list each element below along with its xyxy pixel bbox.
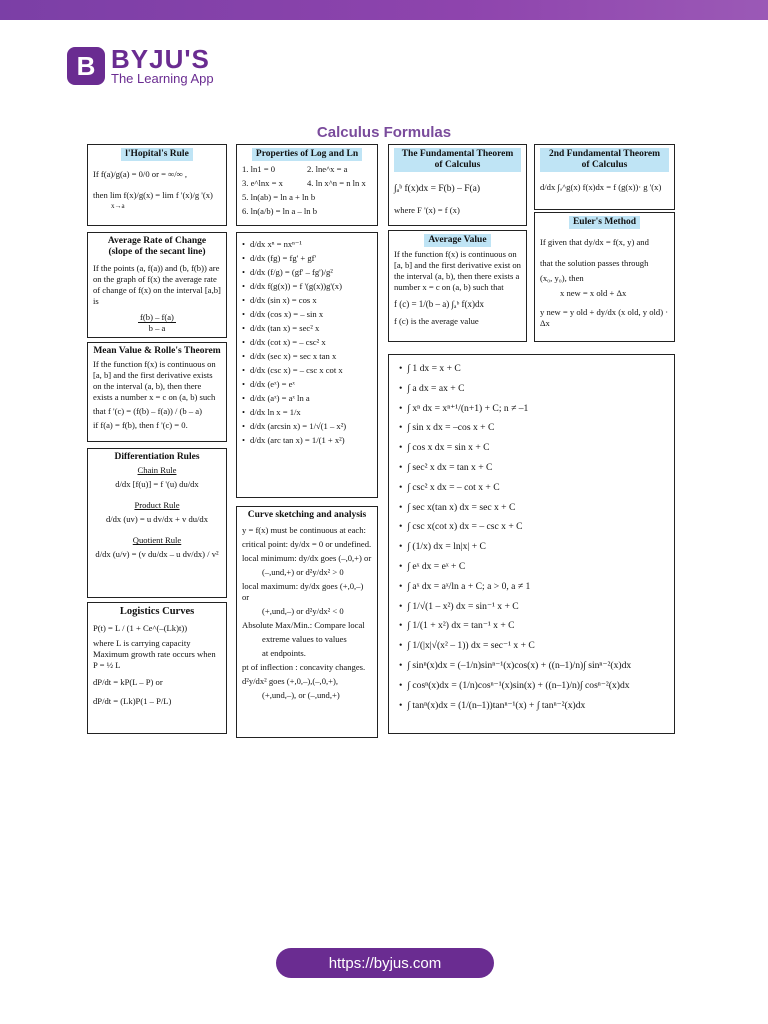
- integral-formula: • ∫ aˣ dx = aˣ/ln a + C; a > 0, a ≠ 1: [399, 578, 669, 596]
- euler-box: [534, 212, 675, 342]
- derivative-formula: • d/dx (eˣ) = eˣ: [242, 378, 372, 390]
- integral-formula: • ∫ a dx = ax + C: [399, 380, 669, 398]
- euler-line3: (x₀, y₀), then: [540, 273, 584, 283]
- derivative-formula: • d/dx (aˣ) = aˣ ln a: [242, 392, 372, 404]
- ftc2-title: 2nd Fundamental Theorem of Calculus: [540, 148, 669, 172]
- derivative-formula: • d/dx (sec x) = sec x tan x: [242, 350, 372, 362]
- avg-value-box: [388, 230, 527, 342]
- brand-mark: B: [67, 47, 105, 85]
- integral-formula: • ∫ 1/√(1 – x²) dx = sin⁻¹ x + C: [399, 598, 669, 616]
- lhopital-line2: then lim f(x)/g(x) = lim f '(x)/g '(x): [93, 190, 213, 200]
- log-rule: 1. ln1 = 0: [242, 164, 276, 174]
- integrals-box: [388, 354, 675, 734]
- derivative-list: [242, 238, 372, 446]
- curve-line: extreme values to values: [262, 634, 347, 644]
- product-rule-title: Product Rule: [134, 500, 180, 510]
- curve-line: Absolute Max/Min.: Compare local: [242, 620, 365, 630]
- page-title: Calculus Formulas: [316, 124, 452, 141]
- avg-rate-title: Average Rate of Change: [107, 236, 207, 246]
- mvt-box: [87, 342, 227, 442]
- derivative-formula: • d/dx (sin x) = cos x: [242, 294, 372, 306]
- top-accent-bar: [0, 0, 768, 20]
- avg-rate-subtitle: (slope of the secant line): [108, 247, 206, 257]
- ftc-where: where F '(x) = f (x): [394, 205, 460, 215]
- euler-line5: y new = y old + dy/dx (x old, y old) · Δx: [540, 307, 669, 328]
- derivative-formula: • d/dx (fg) = fg' + gf': [242, 252, 372, 264]
- lhopital-limit-sub: x→a: [111, 202, 125, 210]
- integral-formula: • ∫ 1 dx = x + C: [399, 360, 669, 378]
- integral-formula: • ∫ xⁿ dx = xⁿ⁺¹/(n+1) + C; n ≠ –1: [399, 400, 669, 418]
- integral-list: [399, 360, 669, 714]
- avg-value-title: Average Value: [424, 234, 490, 247]
- avg-value-body: If the function f(x) is continuous on [a, b] and the first derivative exist on the interval (a, b), then there exists a number x = c on (a, b) such that: [394, 249, 521, 292]
- log-properties-title: Properties of Log and Ln: [252, 148, 362, 161]
- brand-logo[interactable]: [67, 46, 214, 86]
- euler-line4: x new = x old + Δx: [560, 288, 627, 298]
- derivative-formula: • d/dx ln x = 1/x: [242, 406, 372, 418]
- integral-formula: • ∫ csc x(cot x) dx = – csc x + C: [399, 518, 669, 536]
- chain-rule: d/dx [f(u)] = f '(u) du/dx: [115, 479, 199, 489]
- logistics-de2: dP/dt = (Lk)P(1 – P/L): [93, 696, 172, 706]
- integral-formula: • ∫ eˣ dx = eˣ + C: [399, 558, 669, 576]
- curve-line: local maximum: dy/dx goes (+,0,–) or: [242, 581, 364, 602]
- ftc2-box: [534, 144, 675, 210]
- website-link[interactable]: https://byjus.com: [276, 948, 494, 978]
- derivatives-box: [236, 232, 378, 498]
- euler-line1: If given that dy/dx = f(x, y) and: [540, 237, 649, 247]
- logistics-box: [87, 602, 227, 734]
- euler-title: Euler's Method: [569, 216, 640, 229]
- derivative-formula: • d/dx (arcsin x) = 1/√(1 – x²): [242, 420, 372, 432]
- log-rule: 3. e^lnx = x: [242, 178, 283, 188]
- curve-line: y = f(x) must be continuous at each:: [242, 525, 366, 535]
- curve-line: pt of inflection : concavity changes.: [242, 662, 366, 672]
- lhopital-box: [87, 144, 227, 226]
- log-properties-box: [236, 144, 378, 226]
- derivative-formula: • d/dx (tan x) = sec² x: [242, 322, 372, 334]
- integral-formula: • ∫ sec² x dx = tan x + C: [399, 459, 669, 477]
- derivative-formula: • d/dx (arc tan x) = 1/(1 + x²): [242, 434, 372, 446]
- ftc-title: The Fundamental Theorem of Calculus: [394, 148, 521, 172]
- logistics-de1: dP/dt = kP(L – P) or: [93, 677, 163, 687]
- derivative-formula: • d/dx f(g(x)) = f '(g(x))g'(x): [242, 280, 372, 292]
- mvt-title: Mean Value & Rolle's Theorem: [93, 346, 221, 356]
- integral-formula: • ∫ 1/(|x|√(x² – 1)) dx = sec⁻¹ x + C: [399, 637, 669, 655]
- integral-formula: • ∫ cos x dx = sin x + C: [399, 439, 669, 457]
- integral-formula: • ∫ (1/x) dx = ln|x| + C: [399, 538, 669, 556]
- integral-formula: • ∫ sin x dx = –cos x + C: [399, 419, 669, 437]
- avg-value-footer: f (c) is the average value: [394, 316, 479, 326]
- log-rule: 5. ln(ab) = ln a + ln b: [242, 192, 316, 202]
- ftc-formula: ∫ₐᵇ f(x)dx = F(b) – F(a): [394, 184, 481, 194]
- curve-line: (–,und,+) or d²y/dx² > 0: [262, 567, 344, 577]
- diff-rules-box: [87, 448, 227, 598]
- integral-formula: • ∫ sec x(tan x) dx = sec x + C: [399, 499, 669, 517]
- log-rule: 6. ln(a/b) = ln a – ln b: [242, 206, 318, 216]
- integral-formula: • ∫ csc² x dx = – cot x + C: [399, 479, 669, 497]
- integral-formula: • ∫ tanⁿ(x)dx = (1/(n–1))tanⁿ⁻¹(x) + ∫ tanⁿ⁻²(x)dx: [399, 697, 669, 715]
- curve-lines: [242, 525, 372, 701]
- derivative-formula: • d/dx (cot x) = – csc² x: [242, 336, 372, 348]
- integral-formula: • ∫ cosⁿ(x)dx = (1/n)cosⁿ⁻¹(x)sin(x) + ((n–1)/n)∫ cosⁿ⁻²(x)dx: [399, 677, 669, 695]
- lhopital-line1: If f(a)/g(a) = 0/0 or = ∞/∞ ,: [93, 169, 188, 179]
- quotient-rule: d/dx (u/v) = (v du/dx – u dv/dx) / v²: [95, 549, 219, 559]
- logistics-formula: P(t) = L / (1 + Ce^(–(Lk)t)): [93, 623, 188, 633]
- derivative-formula: • d/dx (f/g) = (gf' – fg')/g²: [242, 266, 372, 278]
- curve-line: (+,und,–), or (–,und,+): [262, 690, 340, 700]
- integral-formula: • ∫ sinⁿ(x)dx = (–1/n)sinⁿ⁻¹(x)cos(x) + ((n–1)/n)∫ sinⁿ⁻²(x)dx: [399, 657, 669, 675]
- derivative-formula: • d/dx (csc x) = – csc x cot x: [242, 364, 372, 376]
- curve-line: critical point: dy/dx = 0 or undefined.: [242, 539, 372, 549]
- curve-line: (+,und,–) or d²y/dx² < 0: [262, 606, 344, 616]
- mvt-body: If the function f(x) is continuous on [a, b] and the first derivative exists on the interval (a, b), then there exists a number x = c on (a, b) such: [93, 359, 216, 402]
- log-rule: 2. lne^x = a: [307, 164, 348, 174]
- mvt-that: that f '(c) = (f(b) – f(a)) / (b – a): [93, 406, 202, 416]
- logistics-title: Logistics Curves: [119, 606, 195, 617]
- avg-rate-box: [87, 232, 227, 338]
- avg-value-formula: f (c) = 1/(b – a) ∫ₐᵇ f(x)dx: [394, 299, 485, 309]
- mvt-if: if f(a) = f(b), then f '(c) = 0.: [93, 420, 188, 430]
- logistics-line: Maximum growth rate occurs when: [93, 649, 216, 659]
- euler-line2: that the solution passes through: [540, 258, 649, 268]
- curve-line: at endpoints.: [262, 648, 306, 658]
- curve-title: Curve sketching and analysis: [247, 510, 367, 520]
- quotient-rule-title: Quotient Rule: [132, 535, 182, 545]
- log-rule: 4. ln x^n = n ln x: [307, 178, 366, 188]
- brand-name: BYJU'S: [111, 44, 210, 74]
- diff-rules-title: Differentiation Rules: [114, 452, 200, 462]
- curve-line: d²y/dx² goes (+,0,–),(–,0,+),: [242, 676, 338, 686]
- ftc-box: [388, 144, 527, 226]
- chain-rule-title: Chain Rule: [137, 465, 177, 475]
- integral-formula: • ∫ 1/(1 + x²) dx = tan⁻¹ x + C: [399, 617, 669, 635]
- derivative-formula: • d/dx (cos x) = – sin x: [242, 308, 372, 320]
- curve-sketching-box: [236, 506, 378, 738]
- avg-rate-numerator: f(b) – f(a): [140, 312, 174, 322]
- product-rule: d/dx (uv) = u dv/dx + v du/dx: [105, 514, 209, 524]
- avg-rate-denominator: b – a: [148, 323, 166, 333]
- curve-line: local minimum: dy/dx goes (–,0,+) or: [242, 553, 372, 563]
- lhopital-title: l'Hopital's Rule: [121, 148, 193, 161]
- derivative-formula: • d/dx xⁿ = nxⁿ⁻¹: [242, 238, 372, 250]
- logistics-line: P = ½ L: [93, 660, 121, 670]
- avg-rate-body: If the points (a, f(a)) and (b, f(b)) are on the graph of f(x) the average rate of change of f(x) on the interval [a,b] is: [93, 263, 221, 306]
- brand-tagline: The Learning App: [111, 71, 214, 86]
- ftc2-formula: d/dx ∫ₐ^g(x) f(x)dx = f (g(x))· g '(x): [540, 182, 662, 192]
- logistics-line: where L is carrying capacity: [93, 638, 191, 648]
